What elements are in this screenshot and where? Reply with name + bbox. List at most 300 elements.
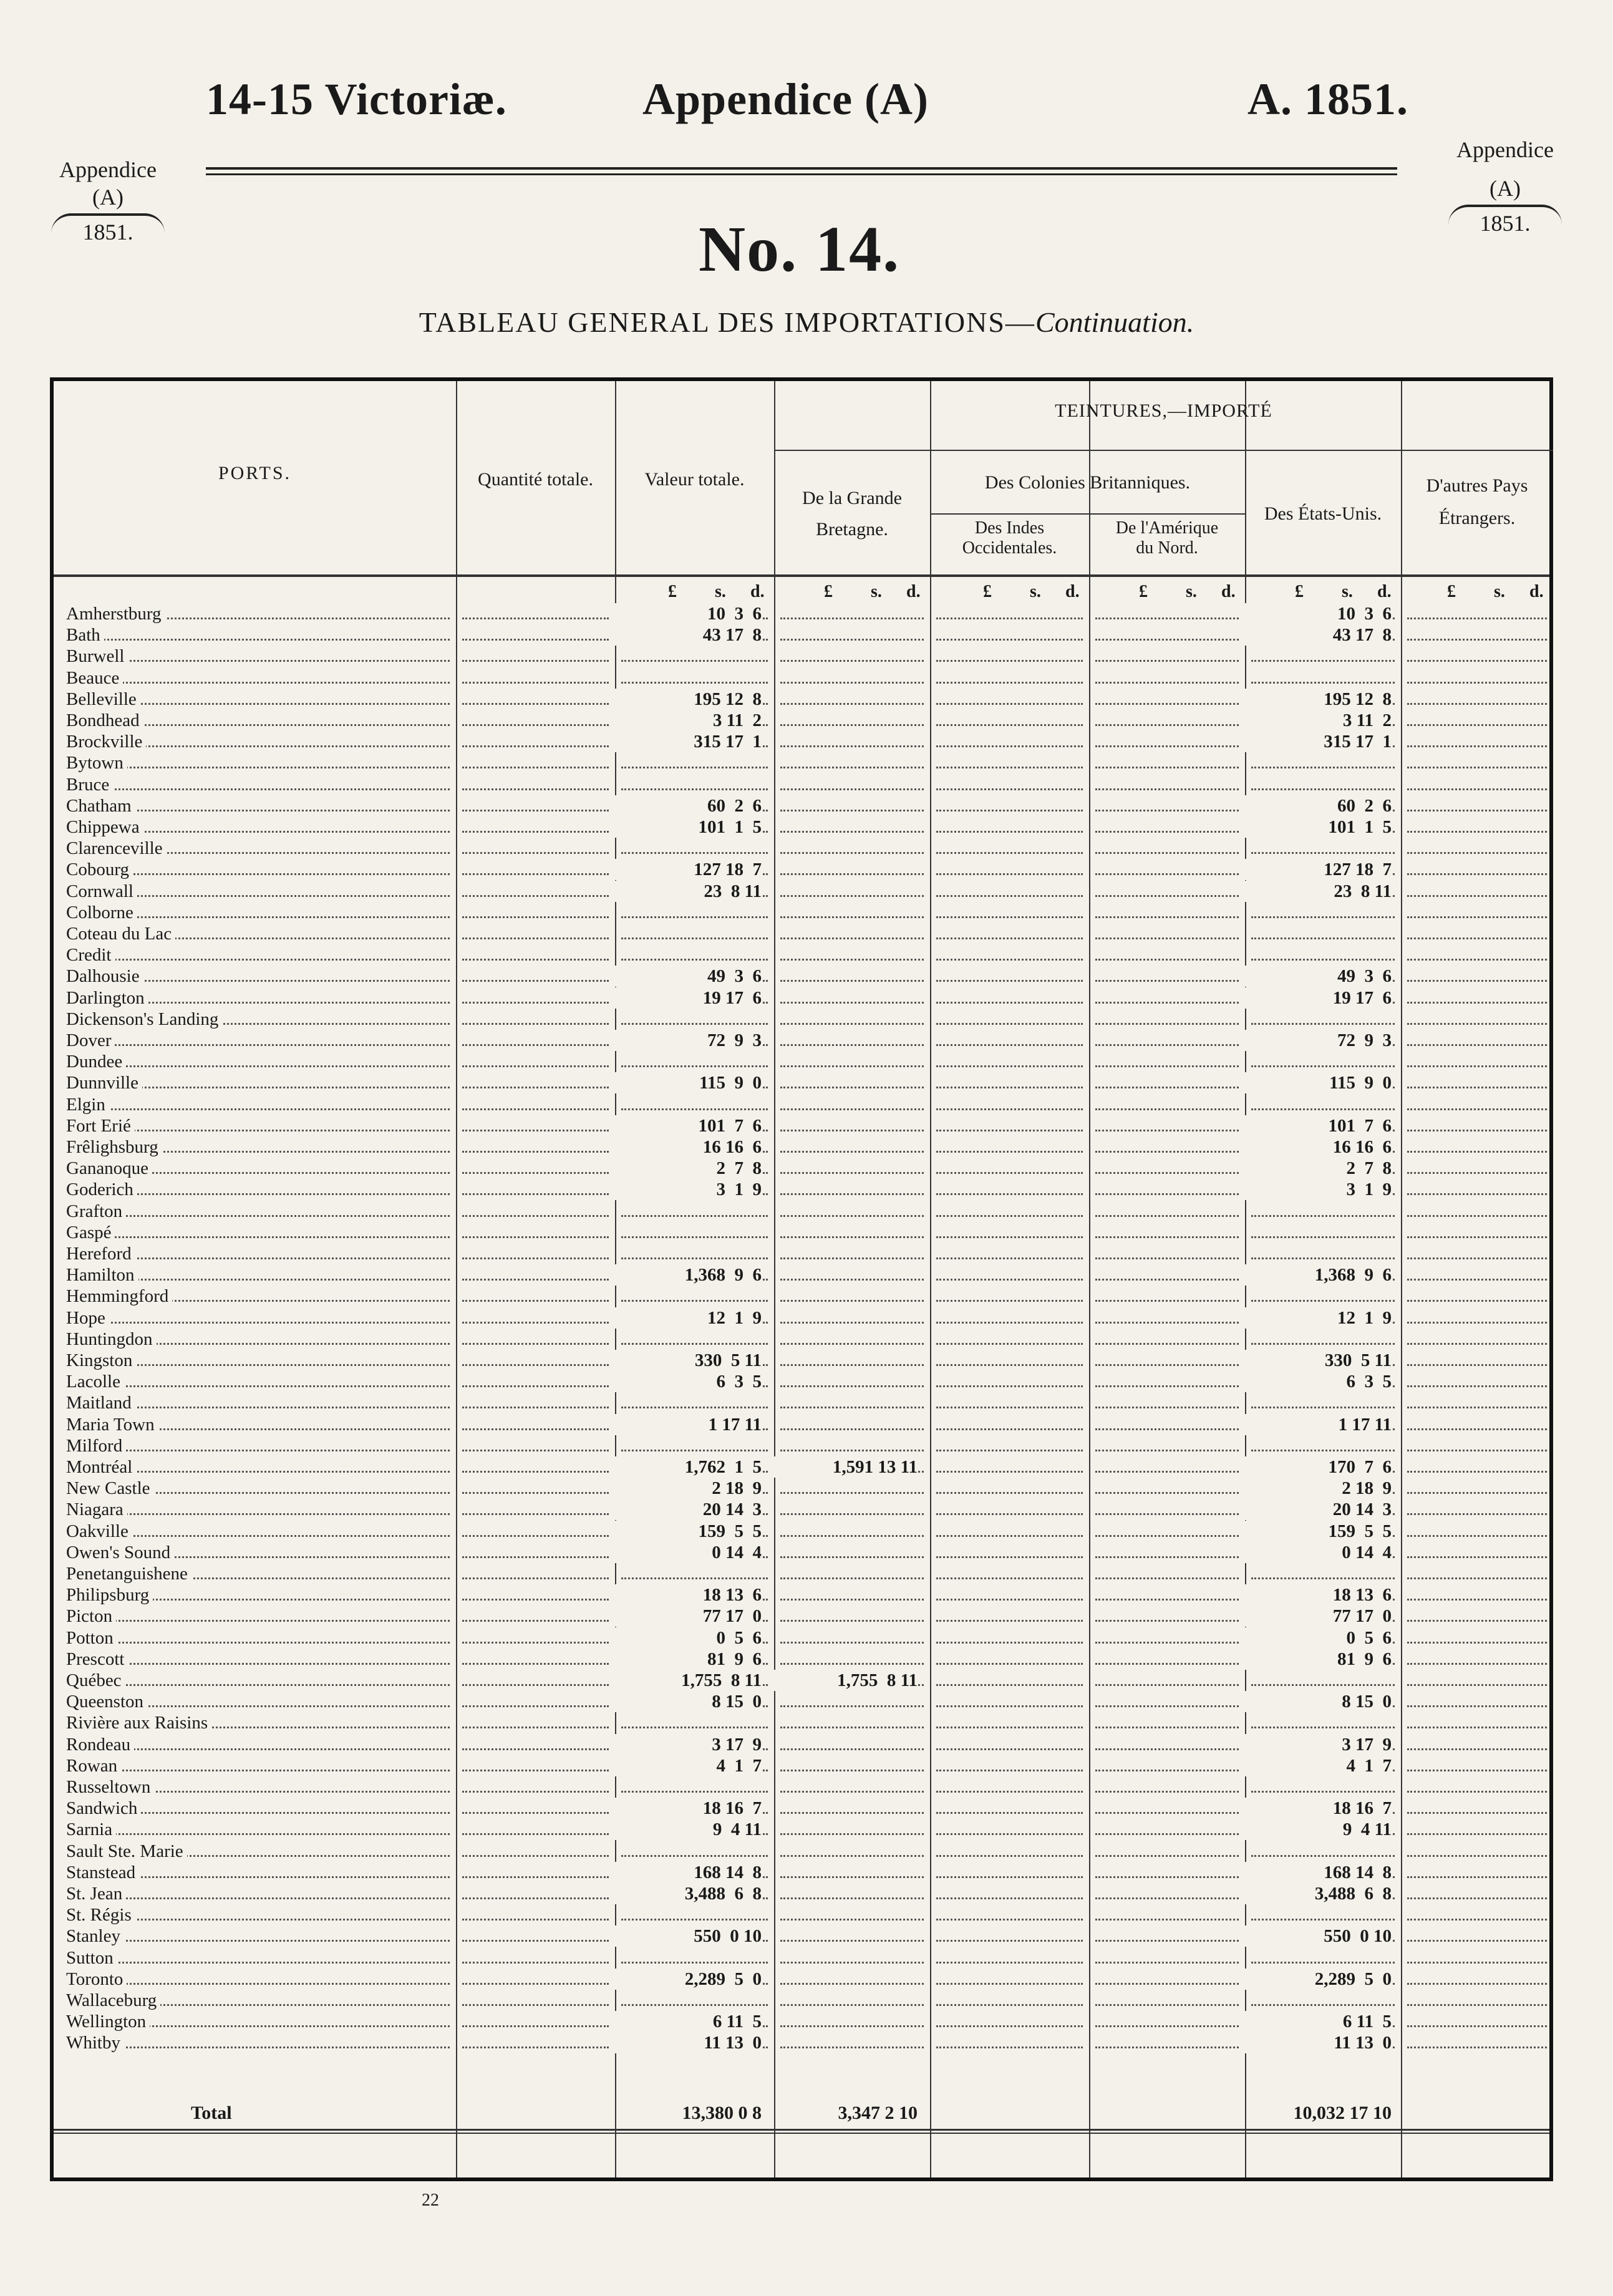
leader-amerique: [1095, 1919, 1239, 1921]
leader-eu: [1251, 1855, 1395, 1857]
leader-amerique: [1095, 1087, 1239, 1088]
leader-amerique: [1095, 1428, 1239, 1430]
leader-indes: [936, 1300, 1083, 1302]
cell-valeur: 101 1 5: [615, 816, 762, 838]
leader-gb: [780, 724, 924, 726]
leader-autres: [1407, 618, 1547, 619]
leader-valeur: [621, 1065, 768, 1067]
leader-autres: [1407, 1002, 1547, 1004]
leader-eu: [1251, 1343, 1395, 1345]
leader-autres: [1407, 1876, 1547, 1878]
total-gb: 3,347 2 10: [838, 2103, 918, 2123]
leader-amerique: [1095, 1385, 1239, 1387]
leader-indes: [936, 767, 1083, 768]
leader-amerique: [1095, 1236, 1239, 1238]
port-name: [66, 1691, 465, 1712]
running-head-right: A. 1851.: [1247, 74, 1408, 124]
cell-eu: 330 5 11: [1245, 1350, 1392, 1371]
port-name-text: Sarnia: [66, 1819, 116, 1839]
col-header-valeur: Valeur totale.: [644, 469, 745, 490]
leader-gb: [780, 2004, 924, 2006]
leader-indes: [936, 618, 1083, 619]
leader-gb: [780, 639, 924, 641]
leader-gb: [780, 1897, 924, 1899]
port-name-text: Maria Town: [66, 1415, 158, 1435]
leader-indes: [936, 1897, 1083, 1899]
port-name: [66, 731, 465, 752]
leader-gb: [780, 745, 924, 747]
leader-amerique: [1095, 1343, 1239, 1345]
table-row: [54, 774, 1549, 795]
leader-quantite: [462, 660, 609, 662]
leader-gb: [780, 1535, 924, 1537]
leader-gb: [780, 1599, 924, 1601]
unit-autres-pence: d.: [1529, 582, 1544, 601]
port-name: [66, 1542, 465, 1563]
leader-ports: [66, 959, 450, 961]
leader-autres: [1407, 724, 1547, 726]
table-number: No. 14.: [699, 213, 901, 285]
table-row: [54, 1030, 1549, 1051]
leader-quantite: [462, 1002, 609, 1004]
leader-gb: [780, 1108, 924, 1110]
table-row: [54, 1499, 1549, 1520]
leader-indes: [936, 1343, 1083, 1345]
leader-amerique: [1095, 1577, 1239, 1579]
leader-gb: [780, 959, 924, 961]
leader-amerique: [1095, 1983, 1239, 1985]
port-name: [66, 1094, 465, 1115]
table-row: [54, 944, 1549, 966]
leader-quantite: [462, 1450, 609, 1451]
cell-eu: 3 1 9: [1245, 1179, 1392, 1200]
leader-amerique: [1095, 1492, 1239, 1494]
leader-quantite: [462, 1108, 609, 1110]
leader-autres: [1407, 1300, 1547, 1302]
leader-valeur: [621, 1727, 768, 1728]
port-name: [66, 603, 465, 624]
cell-valeur: 6 11 5: [615, 2011, 762, 2032]
leader-valeur: [621, 1407, 768, 1408]
leader-autres: [1407, 1385, 1547, 1387]
table-row: [54, 1009, 1549, 1030]
leader-amerique: [1095, 895, 1239, 897]
leader-valeur: [621, 1855, 768, 1857]
leader-ports: [66, 1108, 450, 1110]
leader-indes: [936, 959, 1083, 961]
port-name-text: Huntingdon: [66, 1329, 157, 1349]
col-header-group: TEINTURES,—IMPORTÉ: [1055, 400, 1272, 421]
leader-quantite: [462, 1983, 609, 1985]
leader-indes: [936, 2004, 1083, 2006]
cell-valeur: 20 14 3: [615, 1499, 762, 1520]
port-name: [66, 795, 465, 816]
table-row: [54, 1584, 1549, 1606]
leader-amerique: [1095, 1727, 1239, 1728]
port-name: [66, 1158, 465, 1179]
port-name-text: St. Régis: [66, 1905, 135, 1925]
leader-quantite: [462, 618, 609, 619]
port-name: [66, 1990, 465, 2011]
port-name-text: Beauce: [66, 668, 123, 688]
leader-gb: [780, 1705, 924, 1707]
leader-eu: [1251, 1684, 1395, 1686]
leader-autres: [1407, 1450, 1547, 1451]
leader-indes: [936, 1002, 1083, 1004]
leader-indes: [936, 1513, 1083, 1515]
side-note-right-line1: Appendice: [1456, 137, 1554, 162]
leader-quantite: [462, 1684, 609, 1686]
port-name: [66, 1841, 465, 1862]
leader-quantite: [462, 1940, 609, 1942]
unit-valeur-pence: d.: [750, 582, 765, 601]
leader-indes: [936, 1642, 1083, 1644]
leader-amerique: [1095, 1599, 1239, 1601]
port-name-text: Fort Erié: [66, 1116, 135, 1136]
leader-quantite: [462, 1705, 609, 1707]
leader-autres: [1407, 1663, 1547, 1665]
leader-gb: [780, 1172, 924, 1174]
leader-indes: [936, 1577, 1083, 1579]
cell-valeur: 3 1 9: [615, 1179, 762, 1200]
unit-autres-shilling: s.: [1494, 582, 1505, 601]
leader-gb: [780, 618, 924, 619]
port-name-text: Colborne: [66, 903, 137, 923]
port-name: [66, 1072, 465, 1093]
leader-valeur: [621, 916, 768, 918]
imports-table: [50, 377, 1553, 2181]
leader-autres: [1407, 1855, 1547, 1857]
leader-autres: [1407, 788, 1547, 790]
table-row: [54, 1222, 1549, 1243]
unit-valeur-shilling: s.: [715, 582, 726, 601]
col-header-gb: [774, 487, 930, 541]
leader-indes: [936, 852, 1083, 854]
leader-autres: [1407, 1044, 1547, 1046]
leader-quantite: [462, 1471, 609, 1473]
table-row: [54, 1094, 1549, 1115]
cell-eu: 550 0 10: [1245, 1925, 1392, 1947]
leader-quantite: [462, 682, 609, 684]
port-name-text: Montréal: [66, 1457, 136, 1477]
leader-gb: [780, 1343, 924, 1345]
table-row: [54, 1755, 1549, 1776]
port-name-text: Picton: [66, 1606, 116, 1626]
leader-autres: [1407, 1407, 1547, 1408]
unit-amerique-pence: d.: [1221, 582, 1236, 601]
leader-autres: [1407, 937, 1547, 939]
port-name: [66, 1883, 465, 1904]
leader-quantite: [462, 1151, 609, 1153]
table-row: [54, 1649, 1549, 1670]
port-name-text: Bondhead: [66, 710, 143, 730]
port-name: [66, 624, 465, 646]
port-name-text: Coteau du Lac: [66, 924, 175, 944]
port-name-text: Penetanguishene: [66, 1564, 191, 1584]
table-row: [54, 1947, 1549, 1969]
cell-eu: 77 17 0: [1245, 1606, 1392, 1627]
leader-gb: [780, 1919, 924, 1921]
leader-eu: [1251, 1919, 1395, 1921]
port-name: [66, 1286, 465, 1307]
port-name-text: Clarenceville: [66, 838, 167, 858]
cell-valeur: 127 18 7: [615, 859, 762, 880]
port-name: [66, 1776, 465, 1798]
leader-ports: [66, 1833, 450, 1835]
leader-quantite: [462, 767, 609, 768]
leader-indes: [936, 788, 1083, 790]
leader-gb: [780, 1663, 924, 1665]
col-header-indes: [930, 518, 1089, 558]
leader-autres: [1407, 959, 1547, 961]
leader-amerique: [1095, 1642, 1239, 1644]
cell-gb: 1,755 8 11: [774, 1670, 918, 1691]
leader-gb: [780, 1855, 924, 1857]
port-name: [66, 881, 465, 902]
leader-amerique: [1095, 873, 1239, 875]
cell-valeur: 159 5 5: [615, 1521, 762, 1542]
leader-autres: [1407, 2047, 1547, 2048]
table-row: [54, 1307, 1549, 1329]
port-name: [66, 1243, 465, 1264]
leader-quantite: [462, 1492, 609, 1494]
cell-eu: 1,368 9 6: [1245, 1264, 1392, 1286]
leader-indes: [936, 1385, 1083, 1387]
leader-gb: [780, 682, 924, 684]
leader-indes: [936, 724, 1083, 726]
leader-autres: [1407, 831, 1547, 833]
leader-quantite: [462, 873, 609, 875]
side-note-left-line2: (A): [92, 185, 124, 210]
port-name: [66, 1329, 465, 1350]
cell-eu: 3,488 6 8: [1245, 1883, 1392, 1904]
side-note-left: [49, 156, 167, 246]
cell-eu: 1 17 11: [1245, 1414, 1392, 1435]
table-row: [54, 1072, 1549, 1093]
leader-autres: [1407, 1705, 1547, 1707]
port-name: [66, 816, 465, 838]
leader-indes: [936, 1983, 1083, 1985]
port-name: [66, 966, 465, 987]
leader-ports: [66, 639, 450, 641]
leader-eu: [1251, 1962, 1395, 1964]
leader-amerique: [1095, 1812, 1239, 1814]
leader-eu: [1251, 916, 1395, 918]
leader-quantite: [462, 1236, 609, 1238]
port-name: [66, 752, 465, 773]
leader-autres: [1407, 1322, 1547, 1324]
leader-amerique: [1095, 1770, 1239, 1771]
port-name-text: Stanstead: [66, 1862, 139, 1882]
port-name: [66, 710, 465, 731]
port-name: [66, 1115, 465, 1136]
leader-quantite: [462, 852, 609, 854]
port-name-text: Darlington: [66, 988, 148, 1008]
leader-quantite: [462, 1385, 609, 1387]
leader-amerique: [1095, 1962, 1239, 1964]
leader-valeur: [621, 2004, 768, 2006]
leader-ports: [66, 1770, 450, 1771]
cell-valeur: 1 17 11: [615, 1414, 762, 1435]
leader-valeur: [621, 1023, 768, 1025]
port-name: [66, 1712, 465, 1733]
unit-gb-shilling: s.: [871, 582, 882, 601]
leader-amerique: [1095, 1535, 1239, 1537]
leader-indes: [936, 1257, 1083, 1259]
cell-valeur: 3 17 9: [615, 1734, 762, 1755]
leader-amerique: [1095, 1257, 1239, 1259]
leader-valeur: [621, 1919, 768, 1921]
leader-indes: [936, 1236, 1083, 1238]
leader-valeur: [621, 1257, 768, 1259]
leader-autres: [1407, 1236, 1547, 1238]
leader-autres: [1407, 1599, 1547, 1601]
leader-eu: [1251, 788, 1395, 790]
leader-autres: [1407, 1897, 1547, 1899]
cell-valeur: 8 15 0: [615, 1691, 762, 1712]
leader-indes: [936, 1428, 1083, 1430]
table-row: [54, 859, 1549, 880]
leader-eu: [1251, 1257, 1395, 1259]
port-name: [66, 944, 465, 966]
port-name-text: Bruce: [66, 775, 113, 795]
cell-eu: 170 7 6: [1245, 1456, 1392, 1478]
cell-gb: 1,591 13 11: [774, 1456, 918, 1478]
cell-valeur: 3 11 2: [615, 710, 762, 731]
port-name-text: Rondeau: [66, 1735, 134, 1755]
leader-eu: [1251, 1450, 1395, 1451]
leader-quantite: [462, 1897, 609, 1899]
leader-amerique: [1095, 2025, 1239, 2027]
port-name-text: Dundee: [66, 1052, 126, 1072]
leader-indes: [936, 1556, 1083, 1558]
table-row: [54, 902, 1549, 923]
leader-amerique: [1095, 660, 1239, 662]
leader-autres: [1407, 1940, 1547, 1942]
cell-eu: 2 18 9: [1245, 1478, 1392, 1499]
port-name: [66, 1584, 465, 1606]
leader-indes: [936, 2025, 1083, 2027]
cell-valeur: 315 17 1: [615, 731, 762, 752]
cell-valeur: 3,488 6 8: [615, 1883, 762, 1904]
table-row: [54, 731, 1549, 752]
leader-quantite: [462, 2025, 609, 2027]
leader-indes: [936, 831, 1083, 833]
cell-valeur: 195 12 8: [615, 689, 762, 710]
leader-valeur: [621, 1577, 768, 1579]
port-name: [66, 1925, 465, 1947]
table-title: [0, 306, 1613, 339]
leader-amerique: [1095, 1193, 1239, 1195]
leader-quantite: [462, 916, 609, 918]
leader-valeur: [621, 788, 768, 790]
table-row: [54, 923, 1549, 944]
port-name-text: Stanley: [66, 1926, 124, 1946]
leader-indes: [936, 1748, 1083, 1750]
leader-amerique: [1095, 959, 1239, 961]
leader-autres: [1407, 1108, 1547, 1110]
table-row: [54, 1904, 1549, 1925]
cell-eu: 3 17 9: [1245, 1734, 1392, 1755]
leader-indes: [936, 916, 1083, 918]
port-name-text: Rivière aux Raisins: [66, 1713, 211, 1733]
leader-gb: [780, 1151, 924, 1153]
leader-amerique: [1095, 1748, 1239, 1750]
leader-indes: [936, 895, 1083, 897]
leader-gb: [780, 873, 924, 875]
colonies-rule: [930, 513, 1245, 515]
port-name: [66, 1499, 465, 1520]
cell-valeur: 81 9 6: [615, 1649, 762, 1670]
leader-valeur: [621, 1962, 768, 1964]
leader-autres: [1407, 745, 1547, 747]
leader-indes: [936, 873, 1083, 875]
table-row: [54, 1563, 1549, 1584]
port-name-text: Wellington: [66, 2012, 150, 2032]
table-row: [54, 838, 1549, 859]
cell-valeur: 115 9 0: [615, 1072, 762, 1093]
leader-indes: [936, 1770, 1083, 1771]
port-name: [66, 923, 465, 944]
leader-quantite: [462, 1727, 609, 1728]
leader-ports: [66, 1322, 450, 1324]
port-name-text: Brockville: [66, 732, 146, 752]
port-name-text: Hereford: [66, 1244, 135, 1264]
cell-eu: 8 15 0: [1245, 1691, 1392, 1712]
port-name-text: Belleville: [66, 689, 140, 709]
leader-gb: [780, 980, 924, 982]
port-name-text: Russeltown: [66, 1777, 154, 1797]
leader-ports: [66, 1642, 450, 1644]
leader-amerique: [1095, 767, 1239, 768]
port-name-text: Goderich: [66, 1179, 137, 1199]
port-name-text: Dickenson's Landing: [66, 1009, 222, 1029]
port-name: [66, 1456, 465, 1478]
leader-indes: [936, 1535, 1083, 1537]
table-row: [54, 603, 1549, 624]
leader-amerique: [1095, 852, 1239, 854]
cell-eu: 2 7 8: [1245, 1158, 1392, 1179]
leader-indes: [936, 1727, 1083, 1728]
cell-valeur: 2 18 9: [615, 1478, 762, 1499]
cell-valeur: 2,289 5 0: [615, 1969, 762, 1990]
leader-indes: [936, 980, 1083, 982]
table-row: [54, 1542, 1549, 1563]
cell-valeur: 10 3 6: [615, 603, 762, 624]
leader-indes: [936, 1023, 1083, 1025]
leader-quantite: [462, 788, 609, 790]
table-row: [54, 1371, 1549, 1392]
leader-indes: [936, 1812, 1083, 1814]
table-row: [54, 2032, 1549, 2053]
port-name-text: Lacolle: [66, 1372, 124, 1392]
table-row: [54, 1627, 1549, 1649]
cell-valeur: 60 2 6: [615, 795, 762, 816]
leader-quantite: [462, 895, 609, 897]
col-header-autres: [1401, 475, 1553, 530]
leader-quantite: [462, 1513, 609, 1515]
cell-eu: 23 8 11: [1245, 881, 1392, 902]
leader-eu: [1251, 1577, 1395, 1579]
table-row: [54, 1201, 1549, 1222]
leader-indes: [936, 1962, 1083, 1964]
leader-indes: [936, 2047, 1083, 2048]
leader-gb: [780, 852, 924, 854]
leader-quantite: [462, 1791, 609, 1793]
table-row: [54, 1350, 1549, 1371]
leader-quantite: [462, 1428, 609, 1430]
leader-indes: [936, 1193, 1083, 1195]
